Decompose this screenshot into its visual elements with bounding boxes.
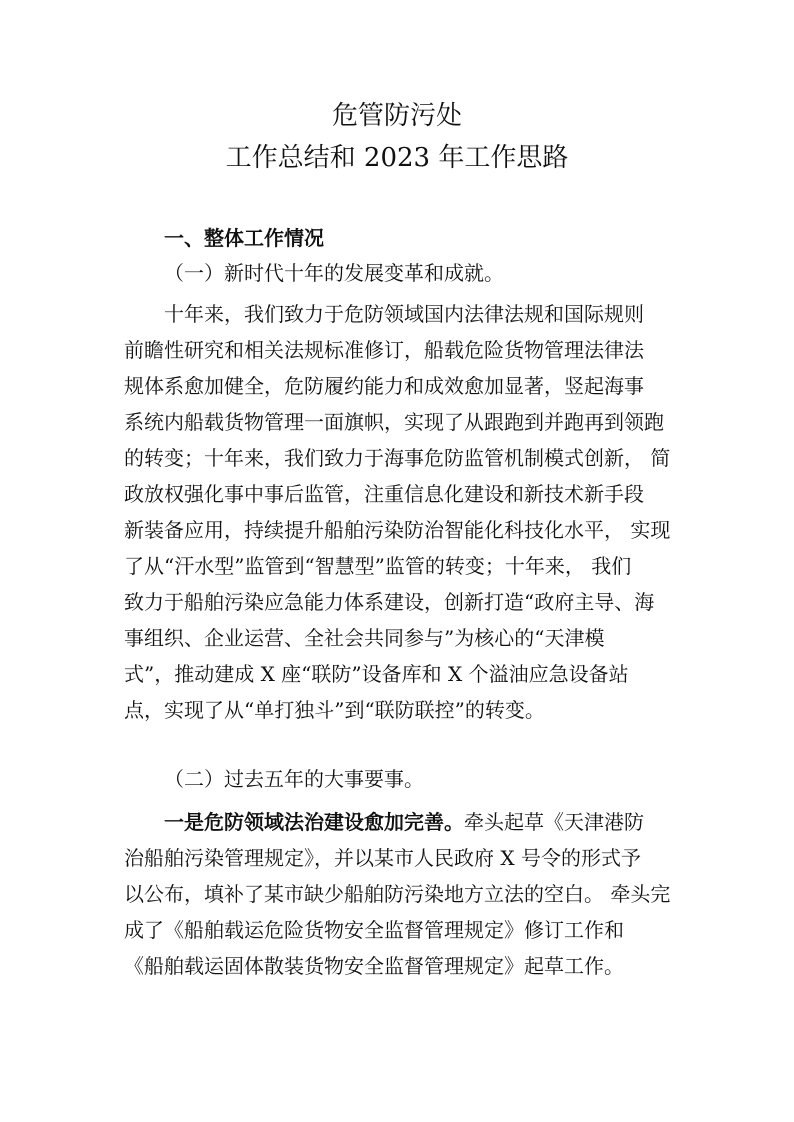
paragraph-line: 以公布，填补了某市缺少船舶防污染地方立法的空白。 牵头完: [124, 882, 671, 906]
paragraph-line: 事组织、企业运营、全社会共同参与”为核心的“天津模: [124, 626, 605, 650]
paragraph-line: 成了《船舶载运危险货物安全监督管理规定》修订工作和: [124, 918, 624, 942]
paragraph-line: 十年来，我们致力于危防领域国内法律法规和国际规则: [164, 302, 644, 326]
paragraph-decade-achievements: [124, 296, 690, 728]
subsection-heading-five-years-events: （二）过去五年的大事要事。: [164, 767, 424, 791]
subsection-heading-decade-achievements: （一）新时代十年的发展变革和成就。: [164, 261, 504, 285]
paragraph-line: 规体系愈加健全，危防履约能力和成效愈加显著，竖起海事: [124, 374, 644, 398]
paragraph-line-rest: 牵头起草《天津港防: [464, 810, 644, 834]
paragraph-line: 新装备应用，持续提升船舶污染防治智能化科技化水平， 实现: [124, 518, 671, 542]
document-title-line1: 危管防污处: [331, 101, 462, 131]
paragraph-legal-construction: [124, 804, 690, 984]
document-title-line2: 工作总结和 2023 年工作思路: [225, 143, 569, 173]
paragraph-line: 了从“汗水型”监管到“智慧型”监管的转变；十年来， 我们: [124, 554, 632, 578]
paragraph-line: 点，实现了从“单打独斗”到“联防联控”的转变。: [124, 698, 545, 722]
paragraph-line: [124, 804, 690, 840]
paragraph-line: 政放权强化事中事后监管，注重信息化建设和新技术新手段: [124, 482, 644, 506]
paragraph-line: 前瞻性研究和相关法规标准修订，船载危险货物管理法律法: [124, 338, 644, 362]
paragraph-line: 治船舶污染管理规定》，并以某市人民政府 X 号令的形式予: [124, 846, 641, 870]
paragraph-lead-bold: 一是危防领域法治建设愈加完善。: [164, 810, 464, 834]
paragraph-line: 系统内船载货物管理一面旗帜，实现了从跟跑到并跑再到领跑: [124, 410, 664, 434]
paragraph-line: 式”，推动建成 X 座“联防”设备库和 X 个溢油应急设备站: [124, 662, 629, 686]
section-heading-overall-work: 一、整体工作情况: [164, 226, 324, 250]
paragraph-line: 的转变；十年来，我们致力于海事危防监管机制模式创新， 简: [124, 446, 671, 470]
paragraph-line: 致力于船舶污染应急能力体系建设，创新打造“政府主导、海: [124, 590, 655, 614]
paragraph-line: 《船舶载运固体散装货物安全监督管理规定》起草工作。: [124, 954, 624, 978]
